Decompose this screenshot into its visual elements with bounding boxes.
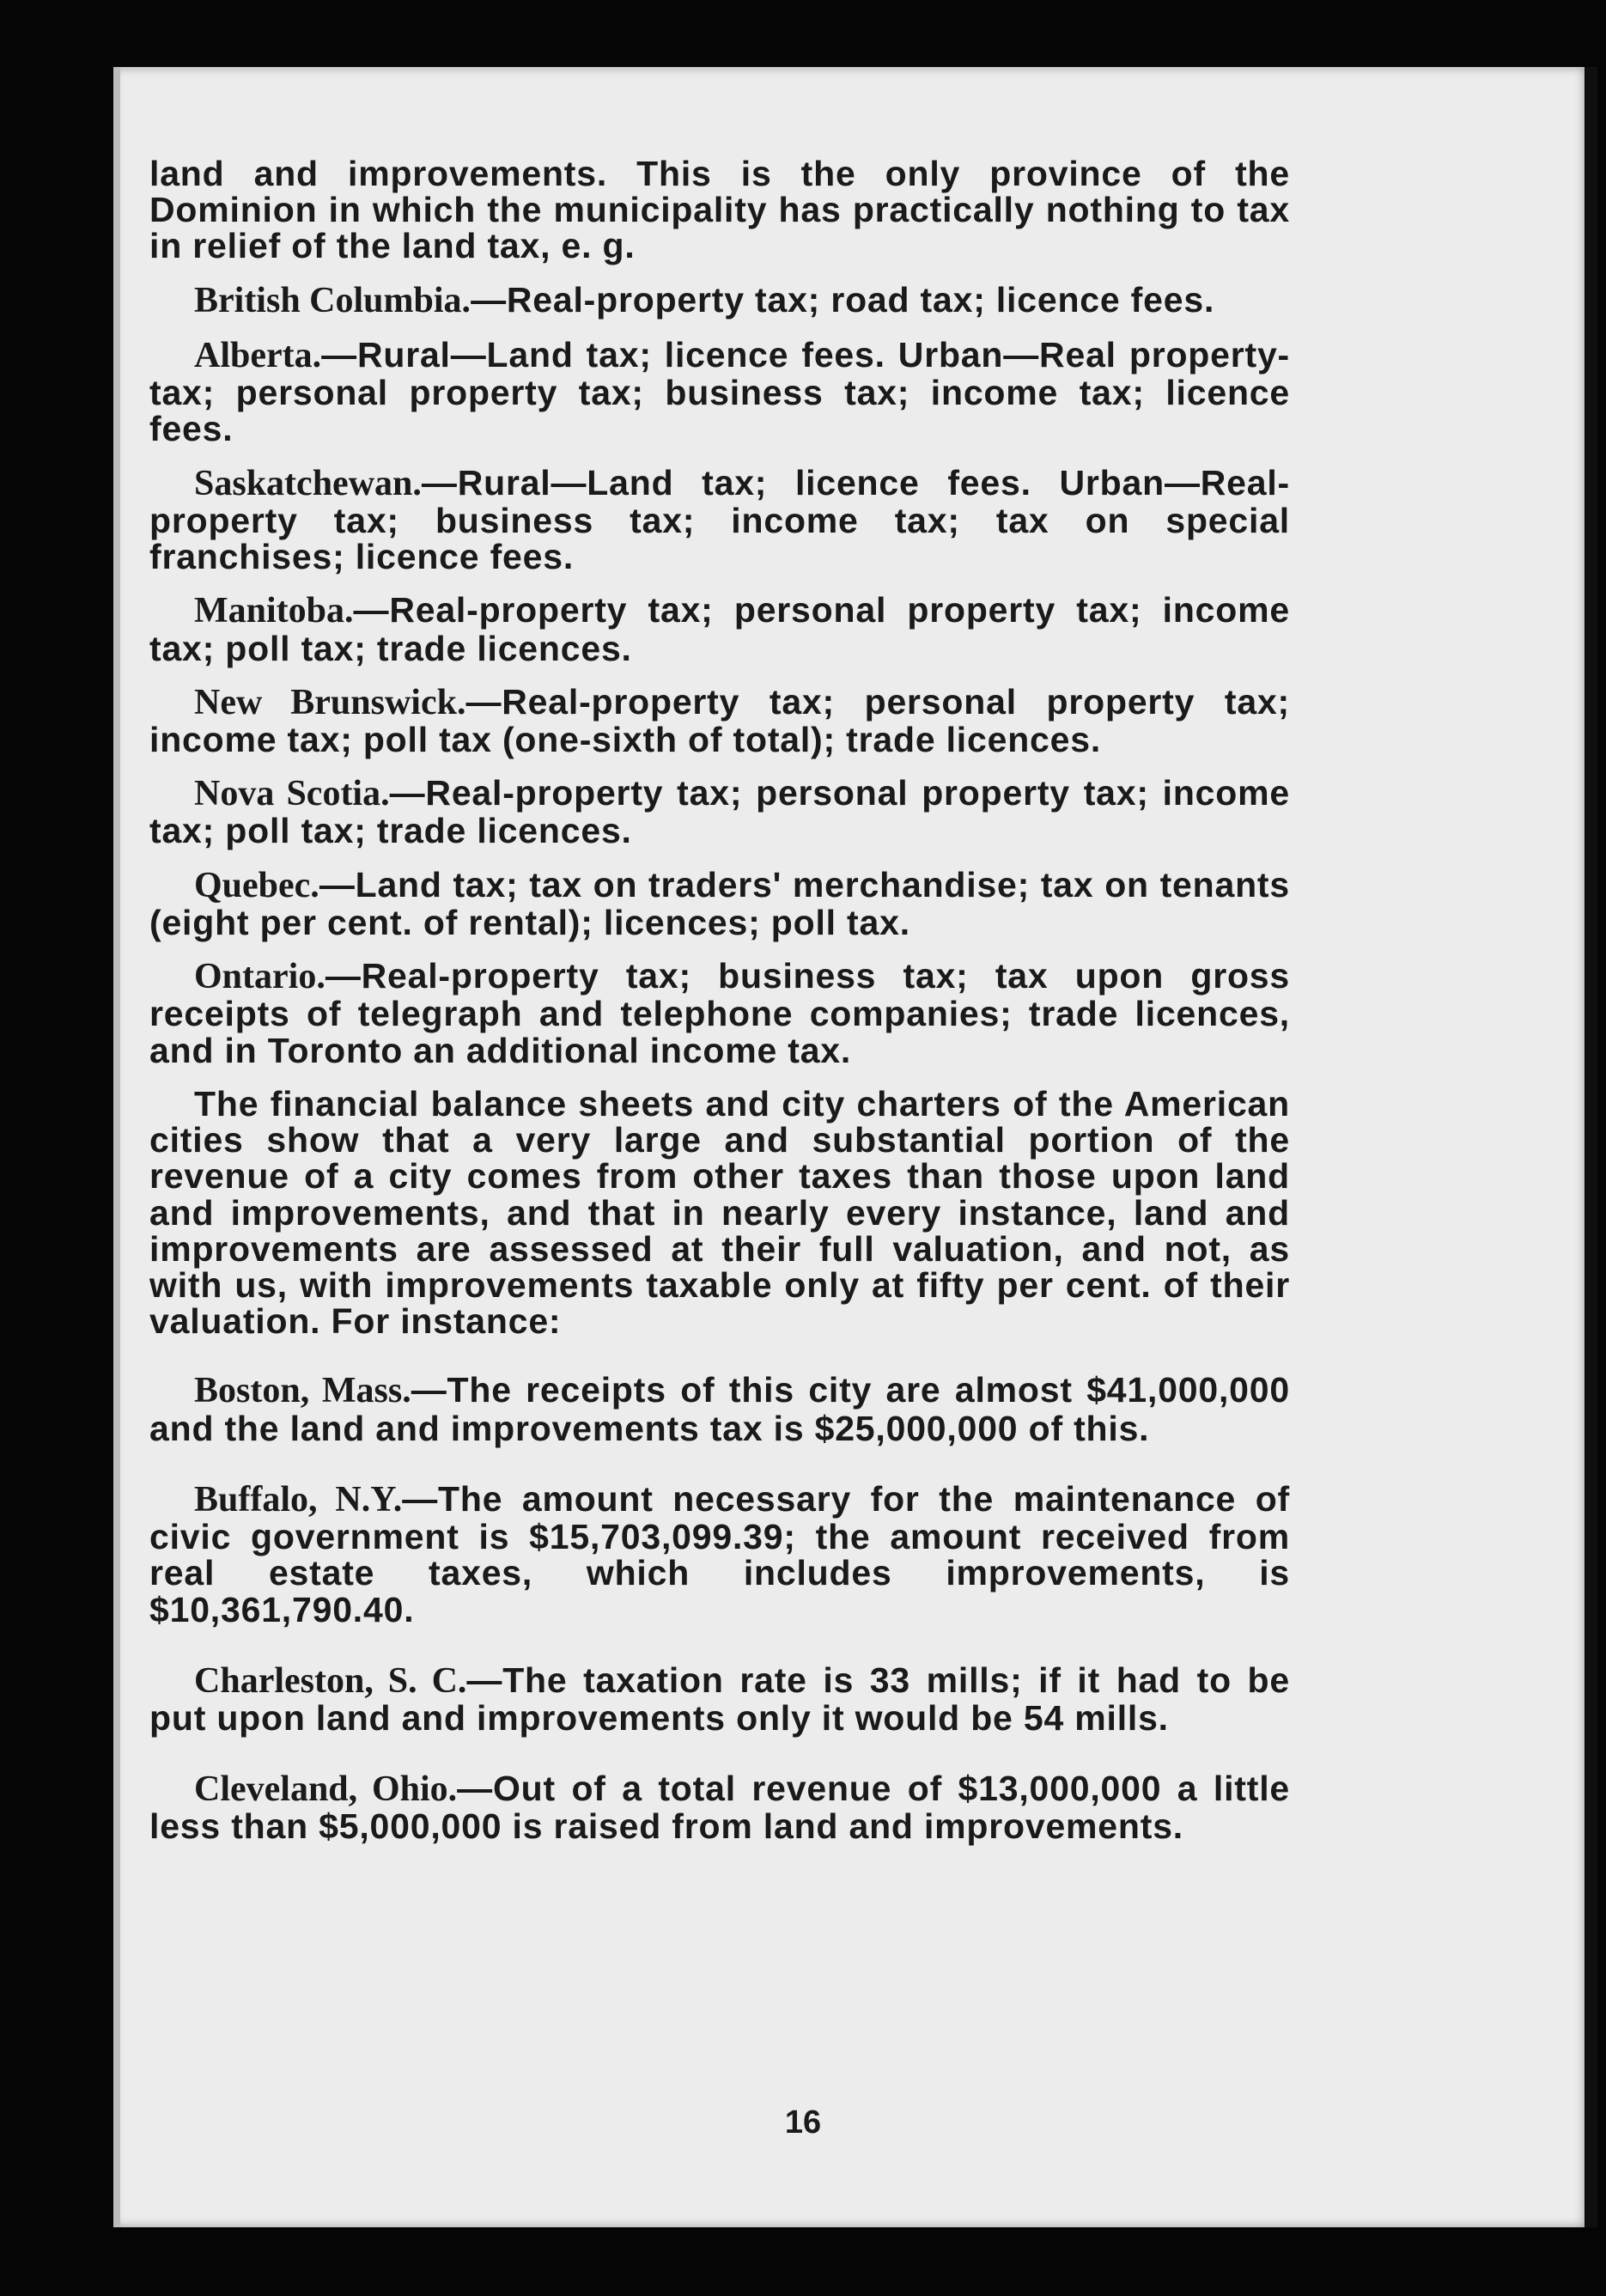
province-text: —Rural—Land tax; licence fees. Urban—Real-property tax; business tax; income tax; tax on special franchises; licence fees. [149, 462, 1290, 577]
city-name: Buffalo, N.Y. [194, 1479, 403, 1520]
city-text: —The receipts of this city are almost $41,000,000 and the land and improvements tax is $25,000,000 of this. [149, 1370, 1290, 1448]
province-text: —Rural—Land tax; licence fees. Urban—Real property- tax; personal property tax; business tax; income tax; licence fees. [149, 334, 1290, 449]
province-name: Nova Scotia. [194, 774, 390, 814]
city-text: —The amount necessary for the maintenance of civic government is $15,703,099.39; the amount received from real estate taxes, which includes improvements, is $10,361,790.40. [149, 1478, 1291, 1629]
intro-paragraph: land and improvements. This is the only province of the Dominion in which the municipality has practically nothing to tax in relief of the land tax, e. g. [149, 154, 1290, 266]
province-entry [149, 279, 1290, 320]
city-text: —The taxation rate is 33 mills; if it had to be put upon land and improvements only it would be 54 mills. [149, 1660, 1290, 1738]
province-text: —Real-property tax; business tax; tax upon gross receipts of telegraph and telephone companies; trade licences, and in Toronto an additional income tax. [149, 956, 1290, 1070]
province-name: Ontario. [194, 957, 325, 997]
province-entry [149, 592, 1290, 666]
province-name: Quebec. [194, 865, 319, 905]
city-entry [149, 1478, 1291, 1629]
province-name: Saskatchewan. [194, 463, 422, 503]
province-text: —Real-property tax; personal property tax; income tax; poll tax; trade licences. [149, 773, 1290, 851]
page-body [149, 155, 1290, 1879]
province-name: New Brunswick. [194, 682, 466, 722]
province-entry [149, 681, 1290, 759]
province-entry [149, 864, 1290, 942]
province-name: British Columbia. [194, 280, 471, 320]
city-name: Charleston, S. C. [194, 1660, 467, 1701]
province-entry [149, 462, 1290, 577]
province-text: —Real-property tax; personal property tax; income tax; poll tax; trade licences. [149, 590, 1290, 668]
page-binding-edge [1585, 67, 1597, 2227]
page-number: 16 [784, 2104, 822, 2141]
city-name: Boston, Mass. [194, 1371, 411, 1411]
province-entry [149, 775, 1290, 849]
province-entry [149, 958, 1290, 1069]
province-entry [149, 334, 1290, 449]
province-text: —Real-property tax; personal property tax; income tax; poll tax (one-sixth of total); trade licences. [149, 681, 1290, 759]
city-entry [149, 1372, 1290, 1446]
city-name: Cleveland, Ohio. [194, 1769, 458, 1810]
city-entry [149, 1662, 1290, 1736]
province-name: Manitoba. [194, 591, 354, 631]
province-text: —Land tax; tax on traders' merchandise; tax on tenants (eight per cent. of rental); licences; poll tax. [149, 864, 1290, 942]
province-name: Alberta. [194, 335, 322, 375]
city-text: —Out of a total revenue of $13,000,000 a little less than $5,000,000 is raised from land and improvements. [149, 1769, 1290, 1847]
city-entry [149, 1769, 1290, 1847]
american-cities-paragraph: The financial balance sheets and city charters of the American cities show that a very large and substantial portion of the revenue of a city comes from other taxes than those upon land and improvements, and that in nearly every instance, land and improvements are assessed at their full valuation, and not, as with us, with improvements taxable only at fifty per cent. of their valuation. For instance: [149, 1083, 1290, 1342]
province-text: —Real-property tax; road tax; licence fees. [471, 279, 1215, 320]
page-shadow-edge [113, 67, 120, 2227]
